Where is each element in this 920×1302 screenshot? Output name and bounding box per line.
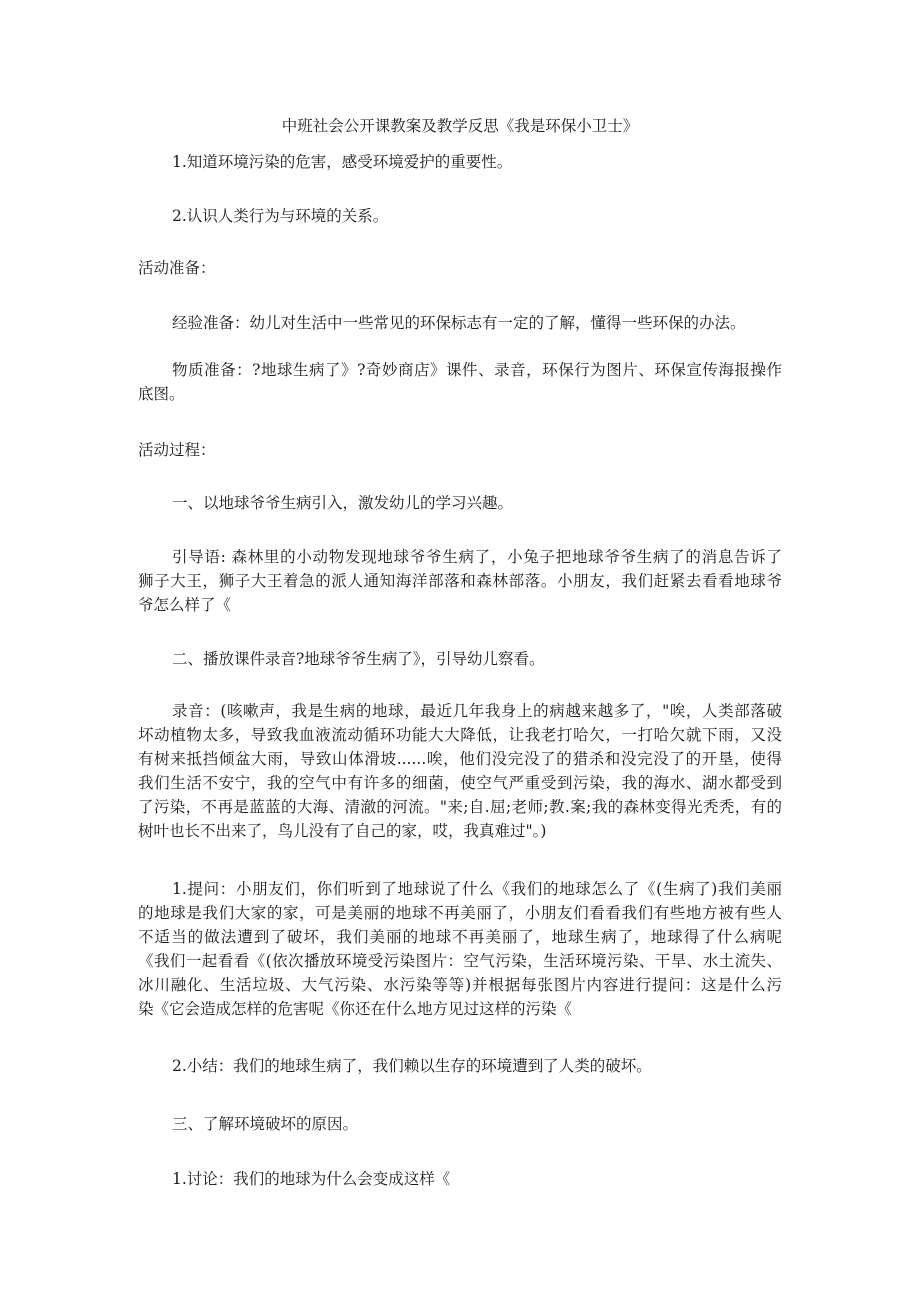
text-line: 不适当的做法遭到了破坏，我们美丽的地球不再美丽了，地球生病了，地球得了什么病呢 xyxy=(138,928,782,946)
paragraph-prep-heading xyxy=(138,256,782,280)
text-line: 爷怎么样了《 xyxy=(138,596,232,614)
paragraph-process-heading xyxy=(138,438,782,462)
text-line: 引导语: 森林里的小动物发现地球爷爷生病了，小兔子把地球爷爷生病了的消息告诉了 xyxy=(172,548,782,566)
text-line: 一、以地球爷爷生病引入，激发幼儿的学习兴趣。 xyxy=(172,494,514,512)
text-line: 二、播放课件录音?地球爷爷生病了》，引导幼儿察看。 xyxy=(172,650,545,668)
text-line: 底图。 xyxy=(138,385,185,403)
text-line: 树叶也长不出来了，鸟儿没有了自己的家，哎，我真难过"。) xyxy=(138,822,547,840)
text-line: 物质准备：?地球生病了》?奇妙商店》课件、录音，环保行为图片、环保宣传海报操作 xyxy=(172,361,782,379)
text-line: 1.讨论：我们的地球为什么会变成这样《 xyxy=(172,1170,451,1188)
paragraph-recording xyxy=(138,699,782,843)
text-line: 的地球是我们大家的家，可是美丽的地球不再美丽了，小朋友们看看我们有些地方被有些人 xyxy=(138,904,782,922)
paragraph-prep-experience xyxy=(138,311,782,335)
text-line: 录音：(咳嗽声，我是生病的地球，最近几年我身上的病越来越多了，"唉，人类部落破 xyxy=(172,702,782,720)
text-line: 了污染，不再是蓝蓝的大海、清澈的河流。"来;自.屈;老师;教.案;我的森林变得光秃秃，有的 xyxy=(138,798,782,816)
paragraph-goal-1 xyxy=(138,150,782,174)
text-line: 染《它会造成怎样的危害呢《你还在什么地方见过这样的污染《 xyxy=(138,1000,573,1018)
text-line: 狮子大王，狮子大王着急的派人通知海洋部落和森林部落。小朋友，我们赶紧去看看地球爷 xyxy=(138,572,782,590)
paragraph-summary xyxy=(138,1054,782,1078)
paragraph-prep-material xyxy=(138,358,782,406)
paragraph-step-1 xyxy=(138,491,782,515)
paragraph-step-3 xyxy=(138,1112,782,1136)
paragraph-discussion xyxy=(138,1167,782,1191)
text-line: 1.知道环境污染的危害，感受环境爱护的重要性。 xyxy=(172,153,513,171)
paragraph-step-2 xyxy=(138,647,782,671)
text-line: 三、了解环境破坏的原因。 xyxy=(172,1115,359,1133)
text-line: 我们生活不安宁，我的空气中有许多的细菌，使空气严重受到污染，我的海水、湖水都受到 xyxy=(138,774,782,792)
text-line: 经验准备：幼儿对生活中一些常见的环保标志有一定的了解，懂得一些环保的办法。 xyxy=(172,314,746,332)
text-line: 冰川融化、生活垃圾、大气污染、水污染等等)并根据每张图片内容进行提问：这是什么污 xyxy=(138,976,782,994)
text-line: 活动准备： xyxy=(138,259,216,277)
text-line: 2.认识人类行为与环境的关系。 xyxy=(172,207,389,225)
text-line: 坏动植物太多，导致我血液流动循环功能大大降低，让我老打哈欠，一打哈欠就下雨，又没 xyxy=(138,726,782,744)
document-title: 中班社会公开课教案及教学反思《我是环保小卫士》 xyxy=(281,117,639,135)
text-line: 有树来抵挡倾盆大雨，导致山体滑坡......唉，他们没完没了的猎杀和没完没了的开垦，使得 xyxy=(138,750,782,768)
text-line: 活动过程： xyxy=(138,441,216,459)
text-line: 2.小结：我们的地球生病了，我们赖以生存的环境遭到了人类的破坏。 xyxy=(172,1057,652,1075)
text-line: 《我们一起看看《(依次播放环境受污染图片：空气污染，生活环境污染、干旱、水土流失、 xyxy=(138,952,782,970)
paragraph-goal-2 xyxy=(138,204,782,228)
paragraph-question xyxy=(138,877,782,1021)
text-line: 1.提问：小朋友们，你们听到了地球说了什么《我们的地球怎么了《(生病了)我们美丽 xyxy=(172,880,782,898)
paragraph-intro-speech xyxy=(138,545,782,617)
